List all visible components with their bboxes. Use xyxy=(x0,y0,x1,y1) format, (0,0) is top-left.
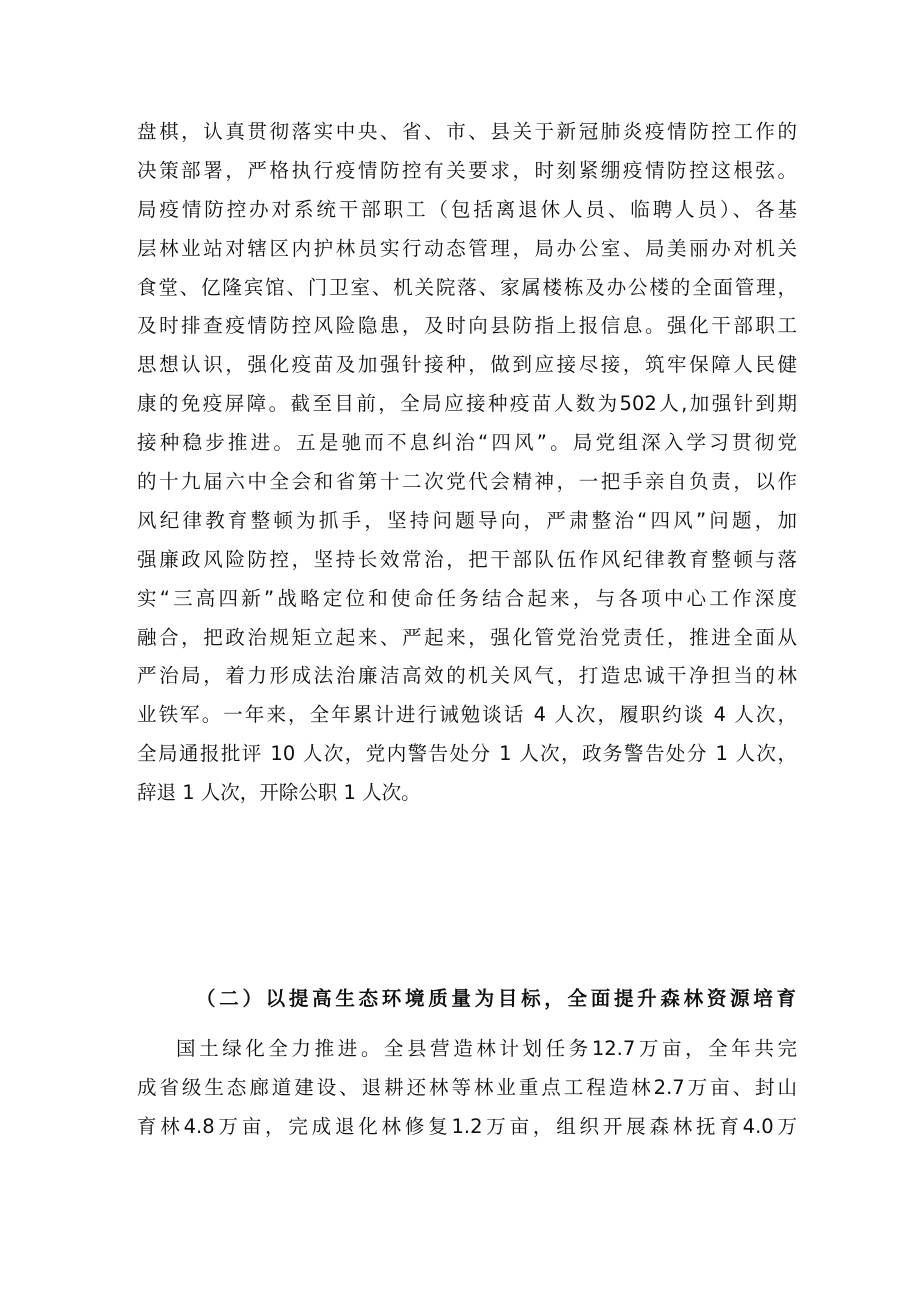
text-line: 实“三高四新”战略定位和使命任务结合起来，与各项中心工作深度 xyxy=(137,586,797,610)
text-line: 育林4.8万亩，完成退化林修复1.2万亩，组织开展森林抚育4.0万 xyxy=(137,1114,797,1138)
text-line: 盘棋，认真贯彻落实中央、省、市、县关于新冠肺炎疫情防控工作的 xyxy=(137,120,797,143)
text-line: 的十九届六中全会和省第十二次党代会精神，一把手亲自负责，以作 xyxy=(137,470,797,494)
text-line: 接种稳步推进。五是驰而不息纠治“四风”。局党组深入学习贯彻党 xyxy=(137,431,797,455)
text-line: 成省级生态廊道建设、退耕还林等林业重点工程造林2.7万亩、封山 xyxy=(137,1075,797,1099)
text-line: 业铁军。一年来，全年累计进行诫勉谈话 4 人次，履职约谈 4 人次， xyxy=(137,703,797,727)
text-line: 康的免疫屏障。截至目前，全局应接种疫苗人数为502人,加强针到期 xyxy=(137,392,797,416)
text-line: 决策部署，严格执行疫情防控有关要求，时刻紧绷疫情防控这根弦。 xyxy=(137,158,797,182)
text-line: 强廉政风险防控，坚持长效常治，把干部队伍作风纪律教育整顿与落 xyxy=(137,547,797,571)
section-heading: （二）以提高生态环境质量为目标，全面提升森林资源培育 xyxy=(196,987,796,1010)
text-line: 辞退 1 人次，开除公职 1 人次。 xyxy=(137,781,421,805)
text-line: 国土绿化全力推进。全县营造林计划任务12.7万亩，全年共完 xyxy=(176,1037,797,1060)
text-line: 层林业站对辖区内护林员实行动态管理，局办公室、局美丽办对机关 xyxy=(137,236,797,260)
text-line: 思想认识，强化疫苗及加强针接种，做到应接尽接，筑牢保障人民健 xyxy=(137,353,797,377)
paragraph-afforestation xyxy=(137,1030,797,1147)
text-line: 融合，把政治规矩立起来、严起来，强化管党治党责任，推进全面从 xyxy=(137,625,797,649)
text-line: 严治局，着力形成法治廉洁高效的机关风气，打造忠诚干净担当的林 xyxy=(137,664,797,688)
text-line: 局疫情防控办对系统干部职工（包括离退休人员、临聘人员）、各基 xyxy=(137,197,797,221)
text-line: 风纪律教育整顿为抓手，坚持问题导向，严肃整治“四风”问题，加 xyxy=(137,508,797,532)
text-line: 及时排查疫情防控风险隐患，及时向县防指上报信息。强化干部职工 xyxy=(137,314,797,338)
paragraph-epidemic-and-discipline xyxy=(137,113,797,813)
text-line: 食堂、亿隆宾馆、门卫室、机关院落、家属楼栋及办公楼的全面管理， xyxy=(137,275,797,299)
text-line: 全局通报批评 10 人次，党内警告处分 1 人次，政务警告处分 1 人次， xyxy=(137,742,797,766)
